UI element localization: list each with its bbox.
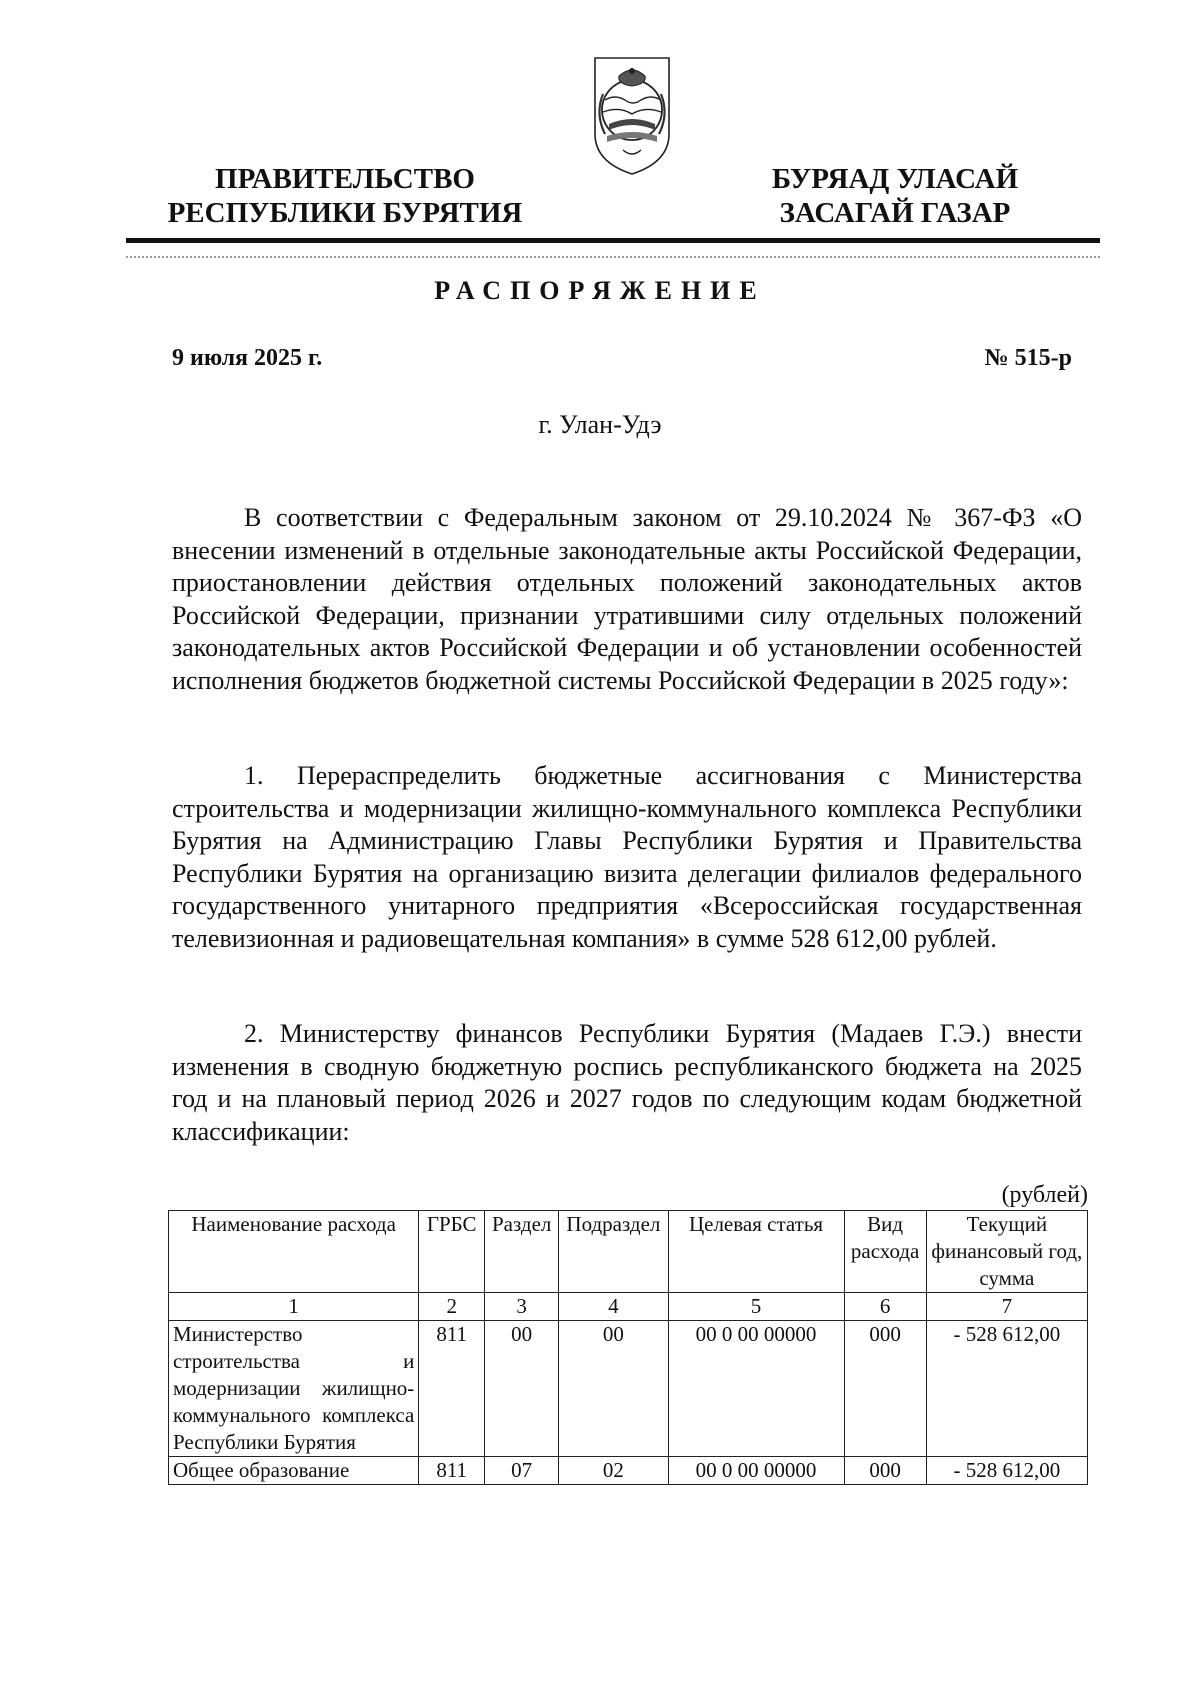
org-name-russian-line2: РЕСПУБЛИКИ БУРЯТИЯ bbox=[167, 197, 523, 229]
row-subsection: 00 bbox=[559, 1321, 668, 1457]
org-name-buryat bbox=[760, 162, 1030, 230]
row-grbs: 811 bbox=[419, 1457, 485, 1485]
table-row bbox=[169, 1457, 1088, 1485]
header-grbs: ГРБС bbox=[419, 1211, 485, 1293]
org-name-russian bbox=[160, 162, 530, 230]
table-units-label: (рублей) bbox=[1001, 1182, 1088, 1208]
row-grbs: 811 bbox=[419, 1321, 485, 1457]
row-target-article: 00 0 00 00000 bbox=[668, 1321, 844, 1457]
column-number: 2 bbox=[419, 1293, 485, 1321]
row-expense-type: 000 bbox=[844, 1457, 926, 1485]
preamble-paragraph: В соответствии с Федеральным законом от 29.10.2024 № 367-ФЗ «О внесении изменений в отдельные законодательные акты Российской Федерации, приостановлении действия отдельных положений законодательных актов Российской Федерации, признании утратившими силу отдельных положений законодательных актов Российской Федерации и об установлении особенностей исполнения бюджетов бюджетной системы Российской Федерации в 2025 году»: bbox=[172, 503, 1082, 695]
org-name-russian-line1: ПРАВИТЕЛЬСТВО bbox=[215, 163, 475, 195]
row-sum: - 528 612,00 bbox=[926, 1457, 1087, 1485]
row-sum: - 528 612,00 bbox=[926, 1321, 1087, 1457]
header-dotted-divider bbox=[126, 256, 1100, 258]
document-city: г. Улан-Удэ bbox=[538, 410, 662, 439]
row-expense-type: 000 bbox=[844, 1321, 926, 1457]
column-number: 5 bbox=[668, 1293, 844, 1321]
column-number: 1 bbox=[169, 1293, 419, 1321]
row-expense-name: Общее образование bbox=[169, 1457, 419, 1485]
row-section: 00 bbox=[485, 1321, 559, 1457]
header-target-article: Целевая статья bbox=[668, 1211, 844, 1293]
document-number: № 515-р bbox=[984, 345, 1072, 371]
header-section: Раздел bbox=[485, 1211, 559, 1293]
header-subsection: Подраздел bbox=[559, 1211, 668, 1293]
clause-1-paragraph: 1. Перераспределить бюджетные ассигнования с Министерства строительства и модернизации жилищно-коммунального комплекса Республики Бурятия на Администрацию Главы Республики Бурятия и Правительства Республики Бурятия на организацию визита делегации филиалов федерального государственного унитарного предприятия «Всероссийская государственная телевизионная и радиовещательная компания» в сумме 528 612,00 рублей. bbox=[172, 761, 1082, 953]
row-target-article: 00 0 00 00000 bbox=[668, 1457, 844, 1485]
org-name-buryat-line1: БУРЯАД УЛАСАЙ bbox=[771, 163, 1019, 195]
header-expense-type: Вид расхода bbox=[844, 1211, 926, 1293]
clause-2-paragraph: 2. Министерству финансов Республики Бурятия (Мадаев Г.Э.) внести изменения в сводную бюджетную роспись республиканского бюджета на 2025 год и на плановый период 2026 и 2027 годов по следующим кодам бюджетной классификации: bbox=[172, 1019, 1082, 1146]
column-number: 7 bbox=[926, 1293, 1087, 1321]
column-number: 4 bbox=[559, 1293, 668, 1321]
table-row bbox=[169, 1321, 1088, 1457]
header-current-year-sum: Текущий финансовый год, сумма bbox=[926, 1211, 1087, 1293]
header-divider bbox=[126, 238, 1100, 243]
document-date: 9 июля 2025 г. bbox=[172, 345, 323, 371]
header-expense-name: Наименование расхода bbox=[169, 1211, 419, 1293]
org-name-buryat-line2: ЗАСАГАЙ ГАЗАР bbox=[779, 197, 1011, 229]
coat-of-arms-emblem bbox=[589, 54, 675, 177]
row-expense-name: Министерство строительства и модернизации жилищно-коммунального комплекса Республики Бурятия bbox=[169, 1321, 419, 1457]
column-number: 6 bbox=[844, 1293, 926, 1321]
table-column-numbers-row bbox=[169, 1293, 1088, 1321]
row-subsection: 02 bbox=[559, 1457, 668, 1485]
table-header-row bbox=[169, 1211, 1088, 1293]
budget-table bbox=[168, 1210, 1088, 1485]
document-title: РАСПОРЯЖЕНИЕ bbox=[434, 276, 766, 305]
row-section: 07 bbox=[485, 1457, 559, 1485]
column-number: 3 bbox=[485, 1293, 559, 1321]
